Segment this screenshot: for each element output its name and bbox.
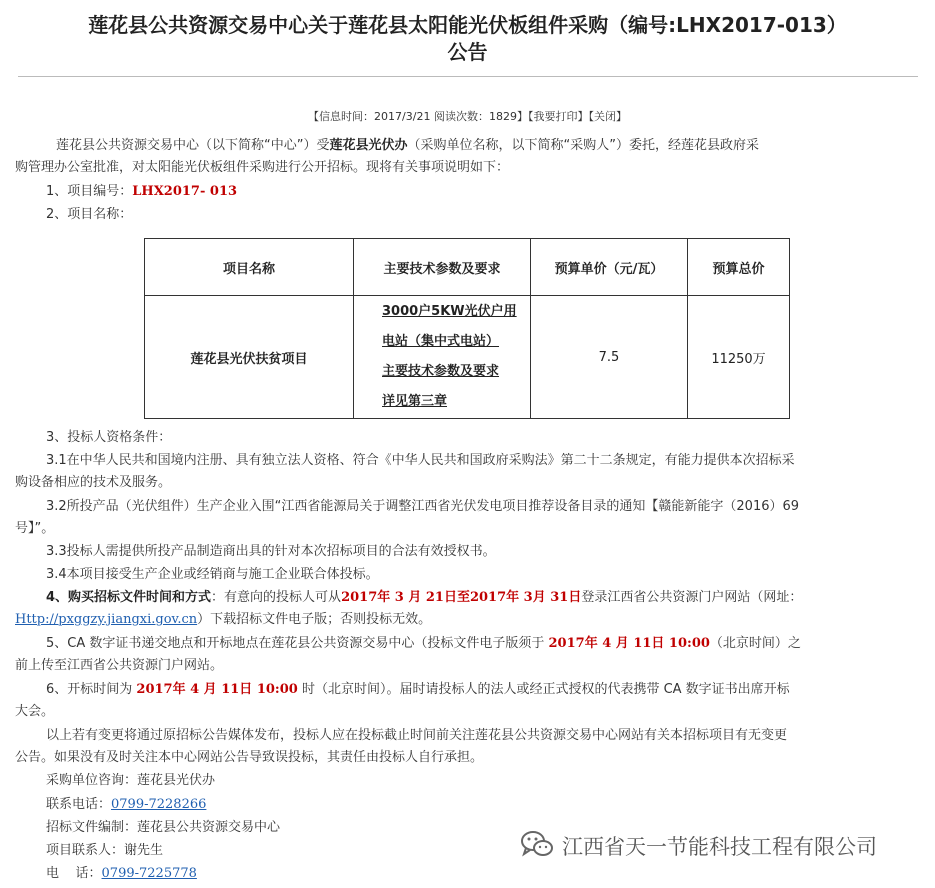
table-header: 项目名称 — [145, 239, 354, 296]
project-name-cell: 莲花县光伏扶贫项目 — [145, 296, 354, 419]
unit-price-cell: 7.5 — [531, 296, 688, 419]
clause-3-3: 3.3投标人需提供所投产品制造商出具的针对本次招标项目的合法有效授权书。 — [46, 544, 496, 559]
phone-1-link[interactable]: 0799-7228266 — [111, 797, 207, 812]
item-4: 4、购买招标文件时间和方式：有意向的投标人可从2017年 3 月 21日至2017年 3月 31日登录江西省公共资源门户网站（网址： — [46, 590, 803, 605]
table-header: 主要技术参数及要求 — [354, 239, 531, 296]
clause-3-1-cont: 购设备相应的技术及服务。 — [15, 475, 172, 490]
clause-3-4: 3.4本项目接受生产企业或经销商与施工企业联合体投标。 — [46, 567, 379, 582]
table-header: 预算总价 — [688, 239, 790, 296]
title-divider — [18, 76, 918, 77]
clause-3-2-cont: 号】”。 — [15, 521, 55, 536]
compiler: 招标文件编制：莲花县公共资源交易中心 — [46, 820, 281, 835]
close-link[interactable]: 【关闭】 — [588, 110, 627, 123]
purchaser-name: 莲花县光伏办 — [329, 138, 408, 153]
item-2: 2、项目名称： — [46, 207, 133, 222]
table-row — [145, 296, 790, 419]
wechat-icon — [520, 829, 562, 864]
title-line-2: 公告 — [447, 40, 488, 64]
phone-2-link[interactable]: 0799-7225778 — [101, 866, 197, 881]
item-5-cont: 前上传至江西省公共资源门户网站。 — [15, 658, 224, 673]
purchaser-contact: 采购单位咨询：莲花县光伏办 — [46, 773, 216, 788]
item-6-cont: 大会。 — [15, 704, 55, 719]
watermark-text: 江西省天一节能科技工程有限公司 — [562, 835, 877, 859]
project-code: LHX2017- 013 — [132, 184, 238, 199]
item-1: 1、项目编号：LHX2017- 013 — [46, 184, 238, 199]
phone-2: 电 话：0799-7225778 — [46, 866, 197, 881]
project-contact: 项目联系人：谢先生 — [46, 843, 164, 858]
item-5: 5、CA 数字证书递交地点和开标地点在莲花县公共资源交易中心（投标文件电子版须于 2017年 4 月 11日 10:00（北京时间）之 — [46, 636, 801, 651]
change-notice-cont: 公告。如果没有及时关注本中心网站公告导致误投标，其责任由投标人自行承担。 — [15, 750, 484, 765]
purchase-period: 2017年 3 月 21日至2017年 3月 31日 — [341, 590, 582, 605]
info-time: 【信息时间：2017/3/21 阅读次数：1829】 — [308, 110, 528, 123]
total-price-cell: 11250万 — [688, 296, 790, 419]
title-line-1: 莲花县公共资源交易中心关于莲花县太阳能光伏板组件采购（编号:LHX2017-013） — [88, 13, 847, 37]
intro-line-1: 莲花县公共资源交易中心（以下简称“中心”）受莲花县光伏办（采购单位名称，以下简称“采购人”）委托，经莲花县政府采 — [56, 138, 759, 153]
item-6: 6、开标时间为 2017年 4 月 11日 10:00 时（北京时间）。届时请投标人的法人或经正式授权的代表携带 CA 数字证书出席开标 — [46, 682, 790, 697]
project-table — [144, 238, 790, 419]
portal-url-link[interactable]: Http://pxggzy.jiangxi.gov.cn — [15, 612, 198, 627]
item-3-title: 3、投标人资格条件： — [46, 430, 172, 445]
watermark — [520, 826, 877, 866]
clause-3-1: 3.1在中华人民共和国境内注册、具有独立法人资格、符合《中华人民共和国政府采购法》第二十二条规定，有能力提供本次招标采 — [46, 453, 795, 468]
intro-line-2: 购管理办公室批准，对太阳能光伏板组件采购进行公开招标。现将有关事项说明如下： — [15, 160, 510, 175]
table-header: 预算单价（元/瓦） — [531, 239, 688, 296]
meta-bar — [0, 108, 935, 124]
tech-requirements-cell: 3000户5KW光伏户用 电站（集中式电站） 主要技术参数及要求 详见第三章 — [354, 296, 531, 419]
upload-deadline: 2017年 4 月 11日 10:00 — [548, 636, 710, 651]
change-notice: 以上若有变更将通过原招标公告媒体发布，投标人应在投标截止时间前关注莲花县公共资源交易中心网站有关本招标项目有无变更 — [46, 728, 788, 743]
page-title — [0, 12, 935, 66]
table-header-row — [145, 239, 790, 296]
bid-opening-time: 2017年 4 月 11日 10:00 — [136, 682, 298, 697]
clause-3-2: 3.2所投产品（光伏组件）生产企业入围“江西省能源局关于调整江西省光伏发电项目推荐设备目录的通知【赣能新能字（2016）69 — [46, 499, 800, 514]
print-link[interactable]: 【我要打印】 — [527, 110, 589, 123]
phone-1: 联系电话：0799-7228266 — [46, 797, 207, 812]
item-4-cont: Http://pxggzy.jiangxi.gov.cn）下载招标文件电子版；否则投标无效。 — [15, 612, 432, 627]
